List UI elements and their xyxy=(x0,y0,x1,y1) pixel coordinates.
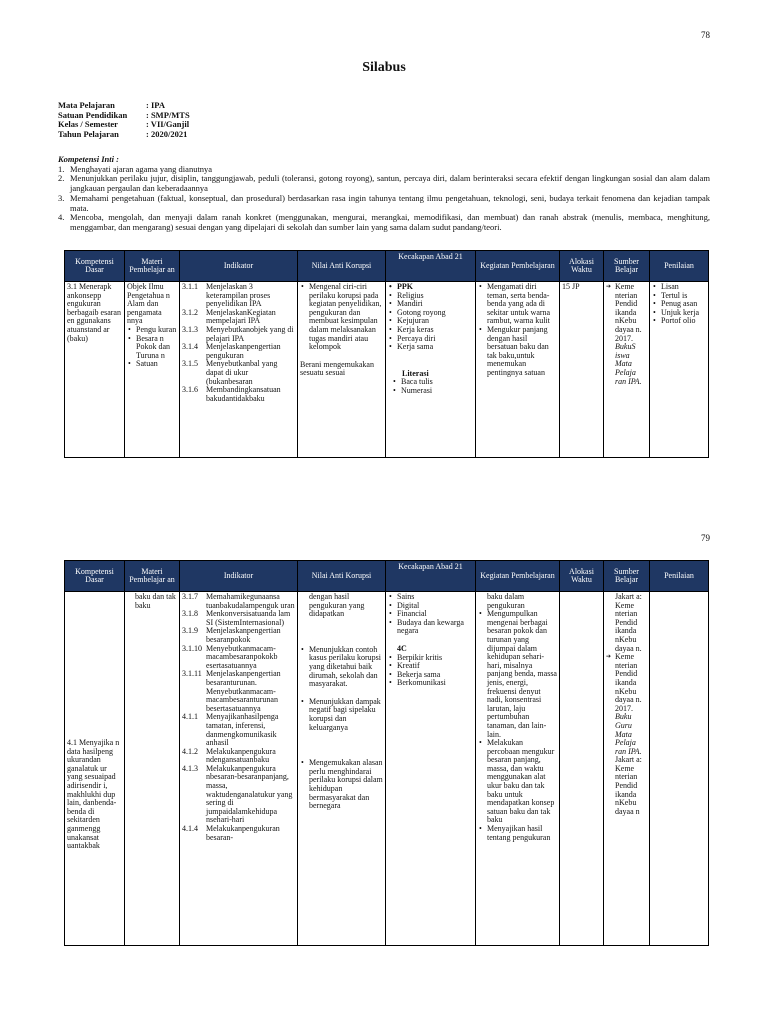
page-title: Silabus xyxy=(362,60,406,75)
list-item: • Menunjukkan dampak negatif bagi sipelaku korupsi dan keluarganya xyxy=(300,698,383,732)
header-nak: Nilai Anti Korupsi xyxy=(298,561,386,592)
cell-kd: 3.1 Menerapk ankonsepp engukuran berbagaib esaran en ggunakans atuanstand ar (baku) xyxy=(65,282,125,458)
ki-item: 1. Menghayati ajaran agama yang dianutnya xyxy=(58,163,213,174)
indicator-item: 3.1.4 Menjelaskanpengertian pengukuran xyxy=(182,342,281,360)
list-item: • Tertul is xyxy=(652,292,706,301)
list-item: • Kejujuran xyxy=(388,317,473,326)
indicator-item: 3.1.10 Menyebutkanmacam-macambesaranpokokb esertasatuannya xyxy=(182,643,278,670)
ki-item: 3. Memahami pengetahuan (faktual, konseptual, dan prosedural) berdasarkan rasa ingin tahunya tentang ilmu pengetahuan, teknologi, seni, budaya terkait fenomena dan kejadian tampak mata. xyxy=(58,192,710,213)
cell-penilaian xyxy=(650,282,709,458)
list-item: • Berpikir kritis xyxy=(388,654,473,663)
cell-materi: baku dan tak baku xyxy=(125,592,180,946)
list-item: • Portof olio xyxy=(652,317,706,326)
list-item: • Besara n Pokok dan Turuna n xyxy=(127,335,177,361)
header-indikator: Indikator xyxy=(180,561,298,592)
cell-materi: Objek Ilmu Pengetahua n Alam dan pengamata nnya • Pengu kuran • Besara n Pokok dan Turuna n • Satuan xyxy=(125,282,180,458)
list-item: • Gotong royong xyxy=(388,309,473,318)
list-item: • Mengumpulkan mengenai berbagai besaran pokok dan turunan yang dijumpai dalam kehidupan sehari-hari, misalnya panjang benda, massa jenis, energi, frekuensi denyut nadi, konsentrasi larutan, laju pertumbuhan tanaman, dan lain-lain. xyxy=(478,610,557,739)
cell-nak: dengan hasil pengukuran yang didapatkan • Menunjukkan contoh kasus perilaku korupsi yang diketahui baik dirumah, sekolah dan masyarakat. • Menunjukkan dampak negatif bagi sipelaku korupsi dan keluarganya • Mengemukakan alasan perlu menghindarai perilaku korupsi dalam kehidupan bermasyarakat dan bernegara xyxy=(298,592,386,946)
indicator-item: 4.1.2 Melakukanpengukura ndengansatuanbaku xyxy=(182,746,276,765)
cell-indikator xyxy=(180,282,298,458)
header-penilaian: Penilaian xyxy=(650,561,709,592)
ppk-title: • PPK xyxy=(388,283,473,292)
indicator-item: 3.1.2 MenjelaskanKegiatan mempelajari IPA xyxy=(182,307,276,326)
list-item: • Unjuk kerja xyxy=(652,309,706,318)
table-row xyxy=(65,592,709,946)
list-item: • Numerasi xyxy=(392,387,473,396)
list-item: • Kerja keras xyxy=(388,326,473,335)
list-item: • Percaya diri xyxy=(388,335,473,344)
table-header-row xyxy=(65,561,709,592)
cell-penilaian xyxy=(650,592,709,946)
header-kd: Kompetensi Dasar xyxy=(65,251,125,282)
meta-row: Tahun Pelajaran : 2020/2021 xyxy=(58,128,188,139)
page-number: 78 xyxy=(701,30,710,40)
cell-sumber: Jakart a: Keme nterian Pendid ikanda nKebu dayaa n. ➔ Keme nterian Pendid ikanda nKebu dayaa n. 2017. Buku Guru Mata Pelaja ran IPA. Jakart a: Keme nterian Pendid ikanda nKebu dayaa n xyxy=(604,592,650,946)
cell-kegiatan xyxy=(476,282,560,458)
list-item: • Budaya dan kewarga negara xyxy=(388,619,473,636)
list-item: • Mengukur panjang dengan hasil bersatuan baku dan tak baku,untuk menemukan pentingnya satuan xyxy=(478,326,557,378)
header-sumber: Sumber Belajar xyxy=(604,251,650,282)
cell-alokasi xyxy=(560,592,604,946)
list-item: • Menunjukkan contoh kasus perilaku korupsi yang diketahui baik dirumah, sekolah dan masyarakat. xyxy=(300,646,383,689)
silabus-table-1 xyxy=(64,250,709,458)
cell-kd: 4.1 Menyajika n data hasilpeng ukurandan ganalatuk ur yang sesuaipad adirisendir i, makhlukhi dup lain, danbenda-benda di sekitarden ganmengg unakansat uantakbak xyxy=(65,592,125,946)
list-item: • Baca tulis xyxy=(392,378,473,387)
cell-kegiatan: baku dalam pengukuran • Mengumpulkan mengenai berbagai besaran pokok dan turunan yang dijumpai dalam kehidupan sehari-hari, misalnya panjang benda, massa jenis, energi, frekuensi denyut nadi, konsentrasi larutan, laju pertumbuhan tanaman, dan lain-lain. • Melakukan percobaan mengukur besaran panjang, massa, dan waktu menggunakan alat ukur baku dan tak baku untuk mendapatkan konsep satuan baku dan tak baku • Menyajikan hasil tentang pengukuran xyxy=(476,592,560,946)
indicator-item: 3.1.11 Menjelaskanpengertian besaranturunan. Menyebutkanmacam-macambesaranturunan besertasatuannya xyxy=(182,669,281,713)
list-item: • Menyajikan hasil tentang pengukuran xyxy=(478,825,557,842)
silabus-table-2 xyxy=(64,560,709,946)
header-abad21: Kecakapan Abad 21 xyxy=(386,561,476,592)
subject-meta xyxy=(58,101,190,139)
list-item: • Penug asan xyxy=(652,300,706,309)
indicator-item: 3.1.8 Menkonversisatuanda lam SI (SistemInternasional) xyxy=(182,609,291,627)
list-item: • Digital xyxy=(388,602,473,611)
header-sumber: Sumber Belajar xyxy=(604,561,650,592)
header-abad21: Kecakapan Abad 21 xyxy=(386,251,476,282)
meta-row: Kelas / Semester : VII/Ganjil xyxy=(58,119,190,129)
list-item: ➔ Keme nterian Pendid ikanda nKebu dayaa n. 2017. BukuS iswa Mata Pelaja ran IPA. xyxy=(606,283,647,386)
list-item: • Sains xyxy=(388,593,473,602)
list-item: • Kreatif xyxy=(388,662,473,671)
ki-item: 2. Menunjukkan perilaku jujur, disiplin, tanggungjawab, peduli (toleransi, gotong royong), santun, percaya diri, dalam berinteraksi secara efektif dengan lingkungan sosial dan alam dalam jangkauan pergaulan dan keberadaannya xyxy=(58,173,710,194)
list-item: • Lisan xyxy=(652,283,706,292)
list-item: • Mengamati diri teman, serta benda-benda yang ada di sekitar untuk warna rambut, warna kulit xyxy=(478,283,557,326)
list-item: • Religius xyxy=(388,292,473,301)
list-item: • Mengenal ciri-ciri perilaku korupsi pada kegiatan penyelidikan, pengukuran dan membuat kesimpulan dalam melaksanakan tugas mandiri atau kelompok xyxy=(300,283,383,352)
literasi-title: Literasi xyxy=(402,368,429,378)
header-alokasi: Alokasi Waktu xyxy=(560,561,604,592)
meta-row: Mata Pelajaran : IPA xyxy=(58,100,165,110)
indicator-item: 3.1.1 Menjelaskan 3 keterampilan proses penyelidikan IPA xyxy=(182,282,271,309)
header-materi: Materi Pembelajar an xyxy=(125,251,180,282)
list-item: ➔ Keme nterian Pendid ikanda nKebu dayaa n. 2017. Buku Guru Mata Pelaja ran IPA. xyxy=(606,653,647,756)
header-kd: Kompetensi Dasar xyxy=(65,561,125,592)
list-item: • Mandiri xyxy=(388,300,473,309)
indicator-item: 3.1.6 Membandingkansatuan bakudantidakbaku xyxy=(182,385,281,403)
c4-title: 4C xyxy=(397,643,407,653)
cell-alokasi: 15 JP xyxy=(560,282,604,458)
list-item: • Berkomunikasi xyxy=(388,679,473,688)
cell-indikator xyxy=(180,592,298,946)
kompetensi-inti xyxy=(58,155,710,233)
list-item: • Mengemukakan alasan perlu menghindarai perilaku korupsi dalam kehidupan bermasyarakat dan bernegara xyxy=(300,759,383,811)
indicator-item: 4.1.4 Melakukanpengukuran besaran- xyxy=(182,824,280,842)
indicator-item: 3.1.7 Memahamikegunaansa tuanbakudalampenguk uran xyxy=(182,592,295,610)
page-number: 79 xyxy=(701,533,710,543)
meta-row: Satuan Pendidikan : SMP/MTS xyxy=(58,109,190,120)
list-item: • Kerja sama xyxy=(388,343,473,352)
cell-abad21 xyxy=(386,282,476,458)
cell-nak: • Mengenal ciri-ciri perilaku korupsi pada kegiatan penyelidikan, pengukuran dan membuat kesimpulan dalam melaksanakan tugas mandiri atau kelompok Berani mengemukakan sesuatu sesuai xyxy=(298,282,386,458)
cell-sumber xyxy=(604,282,650,458)
list-item: • Bekerja sama xyxy=(388,671,473,680)
table-header-row xyxy=(65,251,709,282)
header-kegiatan: Kegiatan Pembelajaran xyxy=(476,251,560,282)
ki-item: 4. Mencoba, mengolah, dan menyaji dalam ranah konkret (menggunakan, mengurai, merangkai, memodifikasi, dan membuat) dan ranah abstrak (menulis, membaca, menghitung, menggambar, dan mengarang) sesuai dengan yang dipelajari di sekolah dan sumber lain yang sama dalam sudut pandang/teori. xyxy=(58,212,710,232)
cell-abad21 xyxy=(386,592,476,946)
header-materi: Materi Pembelajar an xyxy=(125,561,180,592)
ki-title: Kompetensi Inti : xyxy=(58,154,119,164)
table-row xyxy=(65,282,709,458)
indicator-item: 3.1.3 Menyebutkanobjek yang di pelajari IPA xyxy=(182,324,294,343)
header-penilaian: Penilaian xyxy=(650,251,709,282)
header-indikator: Indikator xyxy=(180,251,298,282)
header-nak: Nilai Anti Korupsi xyxy=(298,251,386,282)
list-item: • Pengu kuran xyxy=(127,326,177,335)
header-alokasi: Alokasi Waktu xyxy=(560,251,604,282)
indicator-item: 3.1.5 Menyebutkanbal yang dapat di ukur (bukanbesaran xyxy=(182,359,278,386)
list-item: • Financial xyxy=(388,610,473,619)
indicator-item: 4.1.3 Melakukanpengukura nbesaran-besaranpanjang, massa, waktudenganalatukur yang sering di jumpaidalamkehidupa nsehari-hari xyxy=(182,763,293,825)
indicator-item: 4.1.1 Menyajikanhasilpenga tamatan, inferensi, danmengkomunikasik anhasil xyxy=(182,712,279,748)
list-item: • Melakukan percobaan mengukur besaran panjang, massa, dan waktu menggunakan alat ukur baku dan tak baku untuk mendapatkan konsep satuan baku dan tak baku xyxy=(478,739,557,825)
indicator-item: 3.1.9 Menjelaskanpengertian besaranpokok xyxy=(182,626,281,644)
header-kegiatan: Kegiatan Pembelajaran xyxy=(476,561,560,592)
list-item: • Satuan xyxy=(127,360,177,369)
